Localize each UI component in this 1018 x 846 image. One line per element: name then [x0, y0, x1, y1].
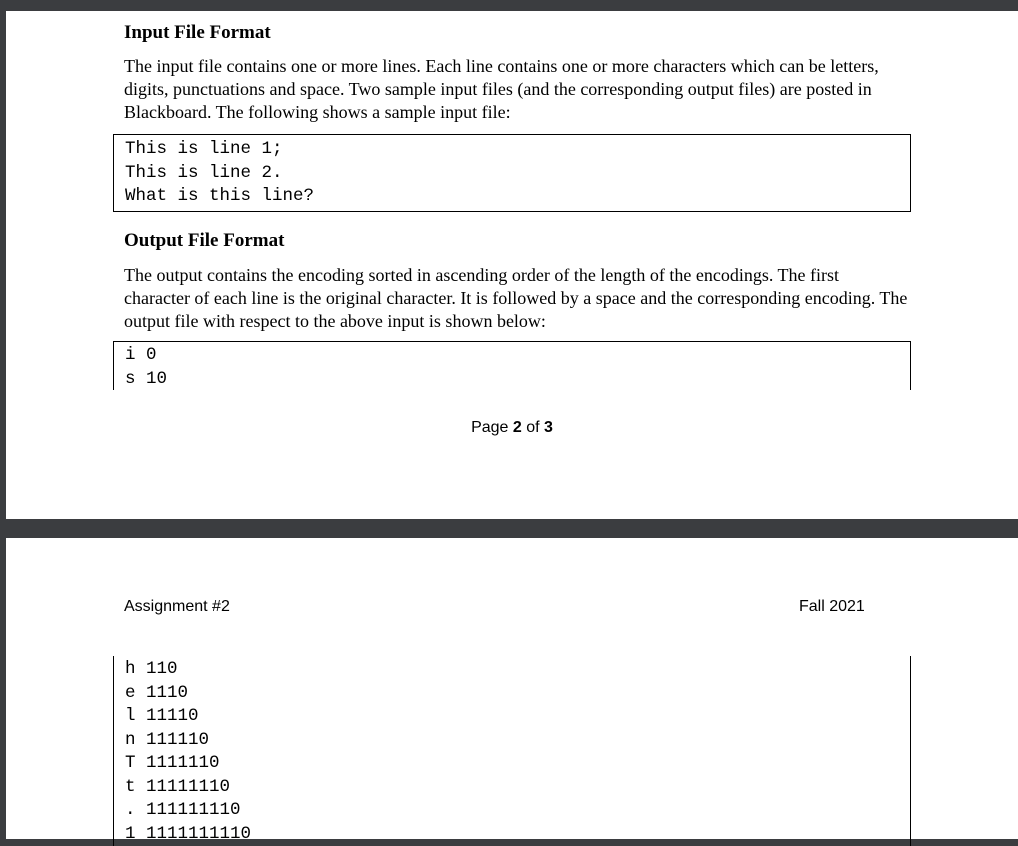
sample-output-line: . 111111110	[125, 799, 910, 823]
sample-output-line: 1 1111111110	[125, 823, 910, 846]
sample-output-box	[113, 341, 911, 390]
sample-input-box	[113, 134, 911, 212]
sample-input-line: This is line 2.	[125, 162, 910, 186]
sample-output-line: n 111110	[125, 729, 910, 753]
sample-output-line: e 1110	[125, 682, 910, 706]
sample-input-line: This is line 1;	[125, 138, 910, 162]
sample-output-line: l 11110	[125, 705, 910, 729]
document-page-2	[6, 11, 1018, 519]
output-file-format-paragraph: The output contains the encoding sorted in ascending order of the length of the encodings. The first character of each line is the original character. It is followed by a space and the corresponding encoding. The output file with respect to the above input is shown below:	[124, 264, 909, 333]
output-file-format-heading: Output File Format	[124, 230, 284, 252]
sample-output-line: i 0	[125, 344, 910, 368]
sample-output-line: T 1111110	[125, 752, 910, 776]
input-file-format-paragraph: The input file contains one or more lines. Each line contains one or more characters which can be letters, digits, punctuations and space. Two sample input files (and the corresponding output files) are posted in Blackboard. The following shows a sample input file:	[124, 55, 909, 124]
total-page-count: 3	[544, 419, 553, 436]
assignment-header: Assignment #2	[124, 598, 230, 616]
input-file-format-heading: Input File Format	[124, 22, 271, 44]
term-header: Fall 2021	[799, 598, 865, 616]
page-number-footer: Page 2 of 3	[6, 419, 1018, 437]
current-page-number: 2	[513, 419, 522, 436]
sample-input-line: What is this line?	[125, 185, 910, 209]
sample-output-line: t 11111110	[125, 776, 910, 800]
document-page-3	[6, 538, 1018, 839]
sample-output-line: s 10	[125, 368, 910, 392]
sample-output-box-continued	[113, 656, 911, 846]
sample-output-line: h 110	[125, 658, 910, 682]
